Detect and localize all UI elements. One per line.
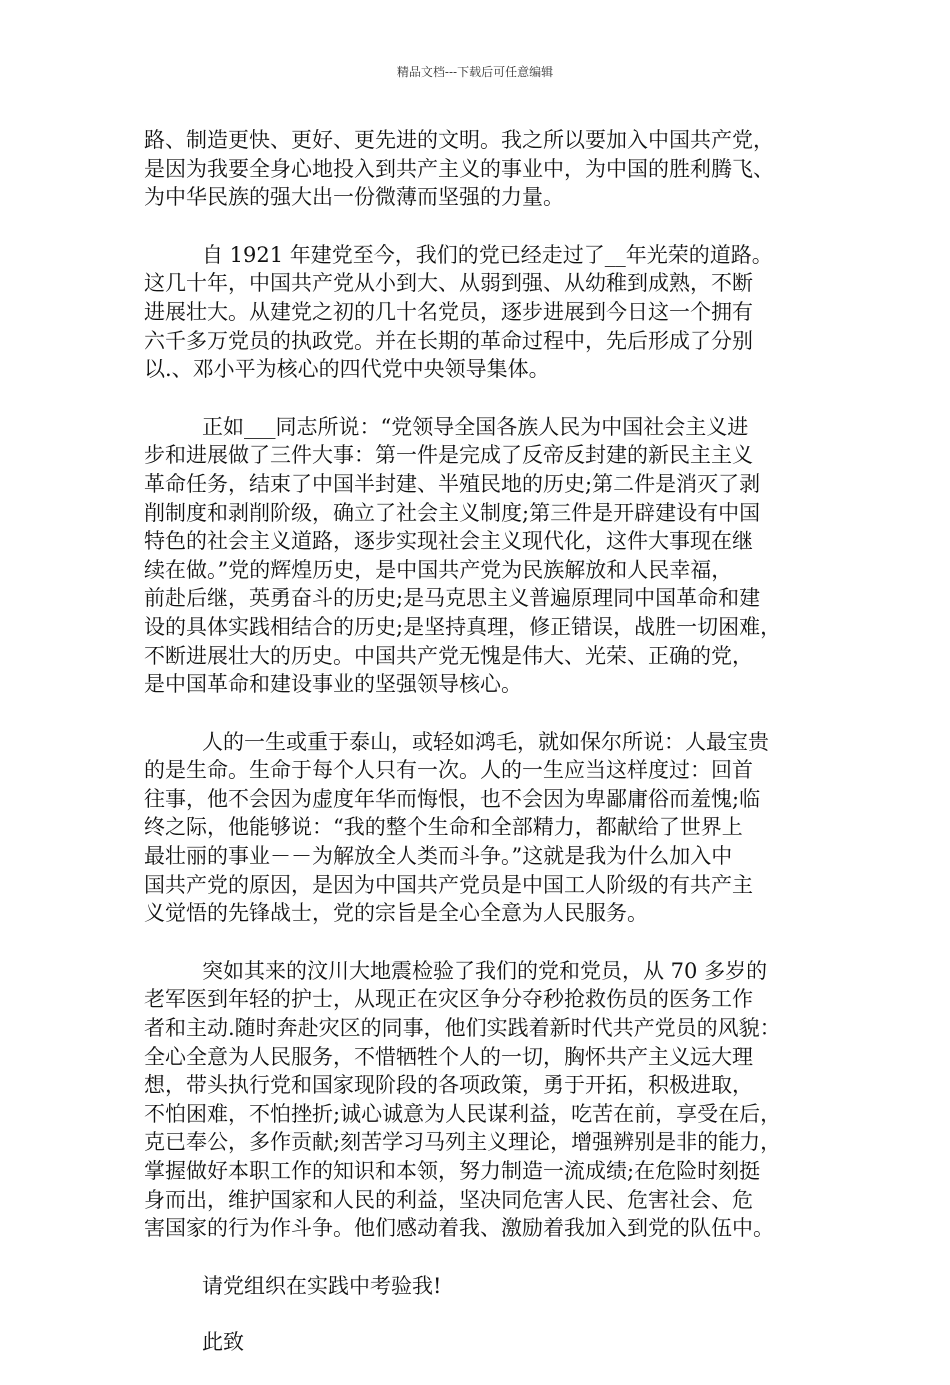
text-line: 人的一生或重于泰山，或轻如鸿毛，就如保尔所说：人最宝贵 xyxy=(202,729,769,754)
text-line: 克已奉公，多作贡献;刻苦学习马列主义理论，增强辨别是非的能力， xyxy=(144,1130,782,1155)
text-line: 老军医到年轻的护士，从现正在灾区争分夺秒抢救伤员的医务工作 xyxy=(144,987,753,1012)
text-line: 想，带头执行党和国家现阶段的各项政策，勇于开拓，积极进取， xyxy=(144,1073,753,1098)
text-line: 进展壮大。从建党之初的几十名党员，逐步进展到今日这一个拥有 xyxy=(144,299,753,324)
text-line: 革命任务，结束了中国半封建、半殖民地的历史;第二件是消灭了剥 xyxy=(144,471,761,496)
paragraph-5 xyxy=(144,957,806,1243)
text-line: 自 1921 年建党至今，我们的党已经走过了__年光荣的道路。 xyxy=(202,242,773,267)
closing-salutation: 此致 xyxy=(202,1330,244,1355)
text-line: 是因为我要全身心地投入到共产主义的事业中，为中国的胜利腾飞、 xyxy=(144,156,774,181)
paragraph-3 xyxy=(144,413,806,699)
text-line: 最壮丽的事业－－为解放全人类而斗争。”这就是我为什么加入中 xyxy=(144,844,733,869)
text-line: 害国家的行为作斗争。他们感动着我、激励着我加入到党的队伍中。 xyxy=(144,1216,774,1241)
closing-request: 请党组织在实践中考验我! xyxy=(202,1273,442,1298)
text-line: 往事，他不会因为虚度年华而悔恨，也不会因为卑鄙庸俗而羞愧;临 xyxy=(144,786,761,811)
text-line: 是中国革命和建设事业的坚强领导核心。 xyxy=(144,672,522,697)
paragraph-4 xyxy=(144,728,806,928)
text-line: 掌握做好本职工作的知识和本领，努力制造一流成绩;在危险时刻挺 xyxy=(144,1159,761,1183)
text-line: 的是生命。生命于每个人只有一次。人的一生应当这样度过：回首 xyxy=(144,758,753,783)
document-body xyxy=(144,126,806,1385)
page-header: 精品文档---下载后可任意编辑 xyxy=(396,65,554,79)
text-line: 前赴后继，英勇奋斗的历史;是马克思主义普遍原理同中国革命和建 xyxy=(144,586,761,611)
text-line: 特色的社会主义道路，逐步实现社会主义现代化，这件大事现在继 xyxy=(144,529,753,554)
text-line: 终之际，他能够说：“我的整个生命和全部精力，都献给了世界上 xyxy=(144,815,743,840)
text-line: 续在做。”党的辉煌历史，是中国共产党为民族解放和人民幸福， xyxy=(144,557,733,582)
text-line: 步和进展做了三件大事：第一件是完成了反帝反封建的新民主主义 xyxy=(144,443,753,468)
text-line: 以.、邓小平为核心的四代党中央领导集体。 xyxy=(144,357,550,382)
text-line: 不怕困难，不怕挫折;诚心诚意为人民谋利益，吃苦在前，享受在后， xyxy=(144,1101,782,1126)
text-line: 设的具体实践相结合的历史;是坚持真理，修正错误，战胜一切困难， xyxy=(144,614,782,639)
text-line: 路、制造更快、更好、更先进的文明。我之所以要加入中国共产党， xyxy=(144,128,774,152)
text-line: 正如___同志所说：“党领导全国各族人民为中国社会主义进 xyxy=(202,414,749,439)
paragraph-2 xyxy=(144,241,806,384)
text-line: 为中华民族的强大出一份微薄而坚强的力量。 xyxy=(144,185,564,210)
text-line: 国共产党的原因，是因为中国共产党员是中国工人阶级的有共产主 xyxy=(144,872,753,897)
text-line: 削制度和剥削阶级，确立了社会主义制度;第三件是开辟建设有中国 xyxy=(144,500,761,525)
text-line: 这几十年，中国共产党从小到大、从弱到强、从幼稚到成熟，不断 xyxy=(144,271,753,296)
text-line: 义觉悟的先锋战士，党的宗旨是全心全意为人民服务。 xyxy=(144,901,648,926)
text-line: 者和主动.随时奔赴灾区的同事，他们实践着新时代共产党员的风貌： xyxy=(144,1016,781,1041)
text-line: 六千多万党员的执政党。并在长期的革命过程中，先后形成了分别 xyxy=(144,328,753,353)
text-line: 身而出，维护国家和人民的利益，坚决同危害人民、危害社会、危 xyxy=(144,1187,753,1212)
text-line: 不断进展壮大的历史。中国共产党无愧是伟大、光荣、正确的党， xyxy=(144,643,753,668)
text-line: 全心全意为人民服务，不惜牺牲个人的一切，胸怀共产主义远大理 xyxy=(144,1044,753,1069)
paragraph-1 xyxy=(144,126,806,212)
text-line: 突如其来的汶川大地震检验了我们的党和党员，从 70 多岁的 xyxy=(202,958,768,983)
